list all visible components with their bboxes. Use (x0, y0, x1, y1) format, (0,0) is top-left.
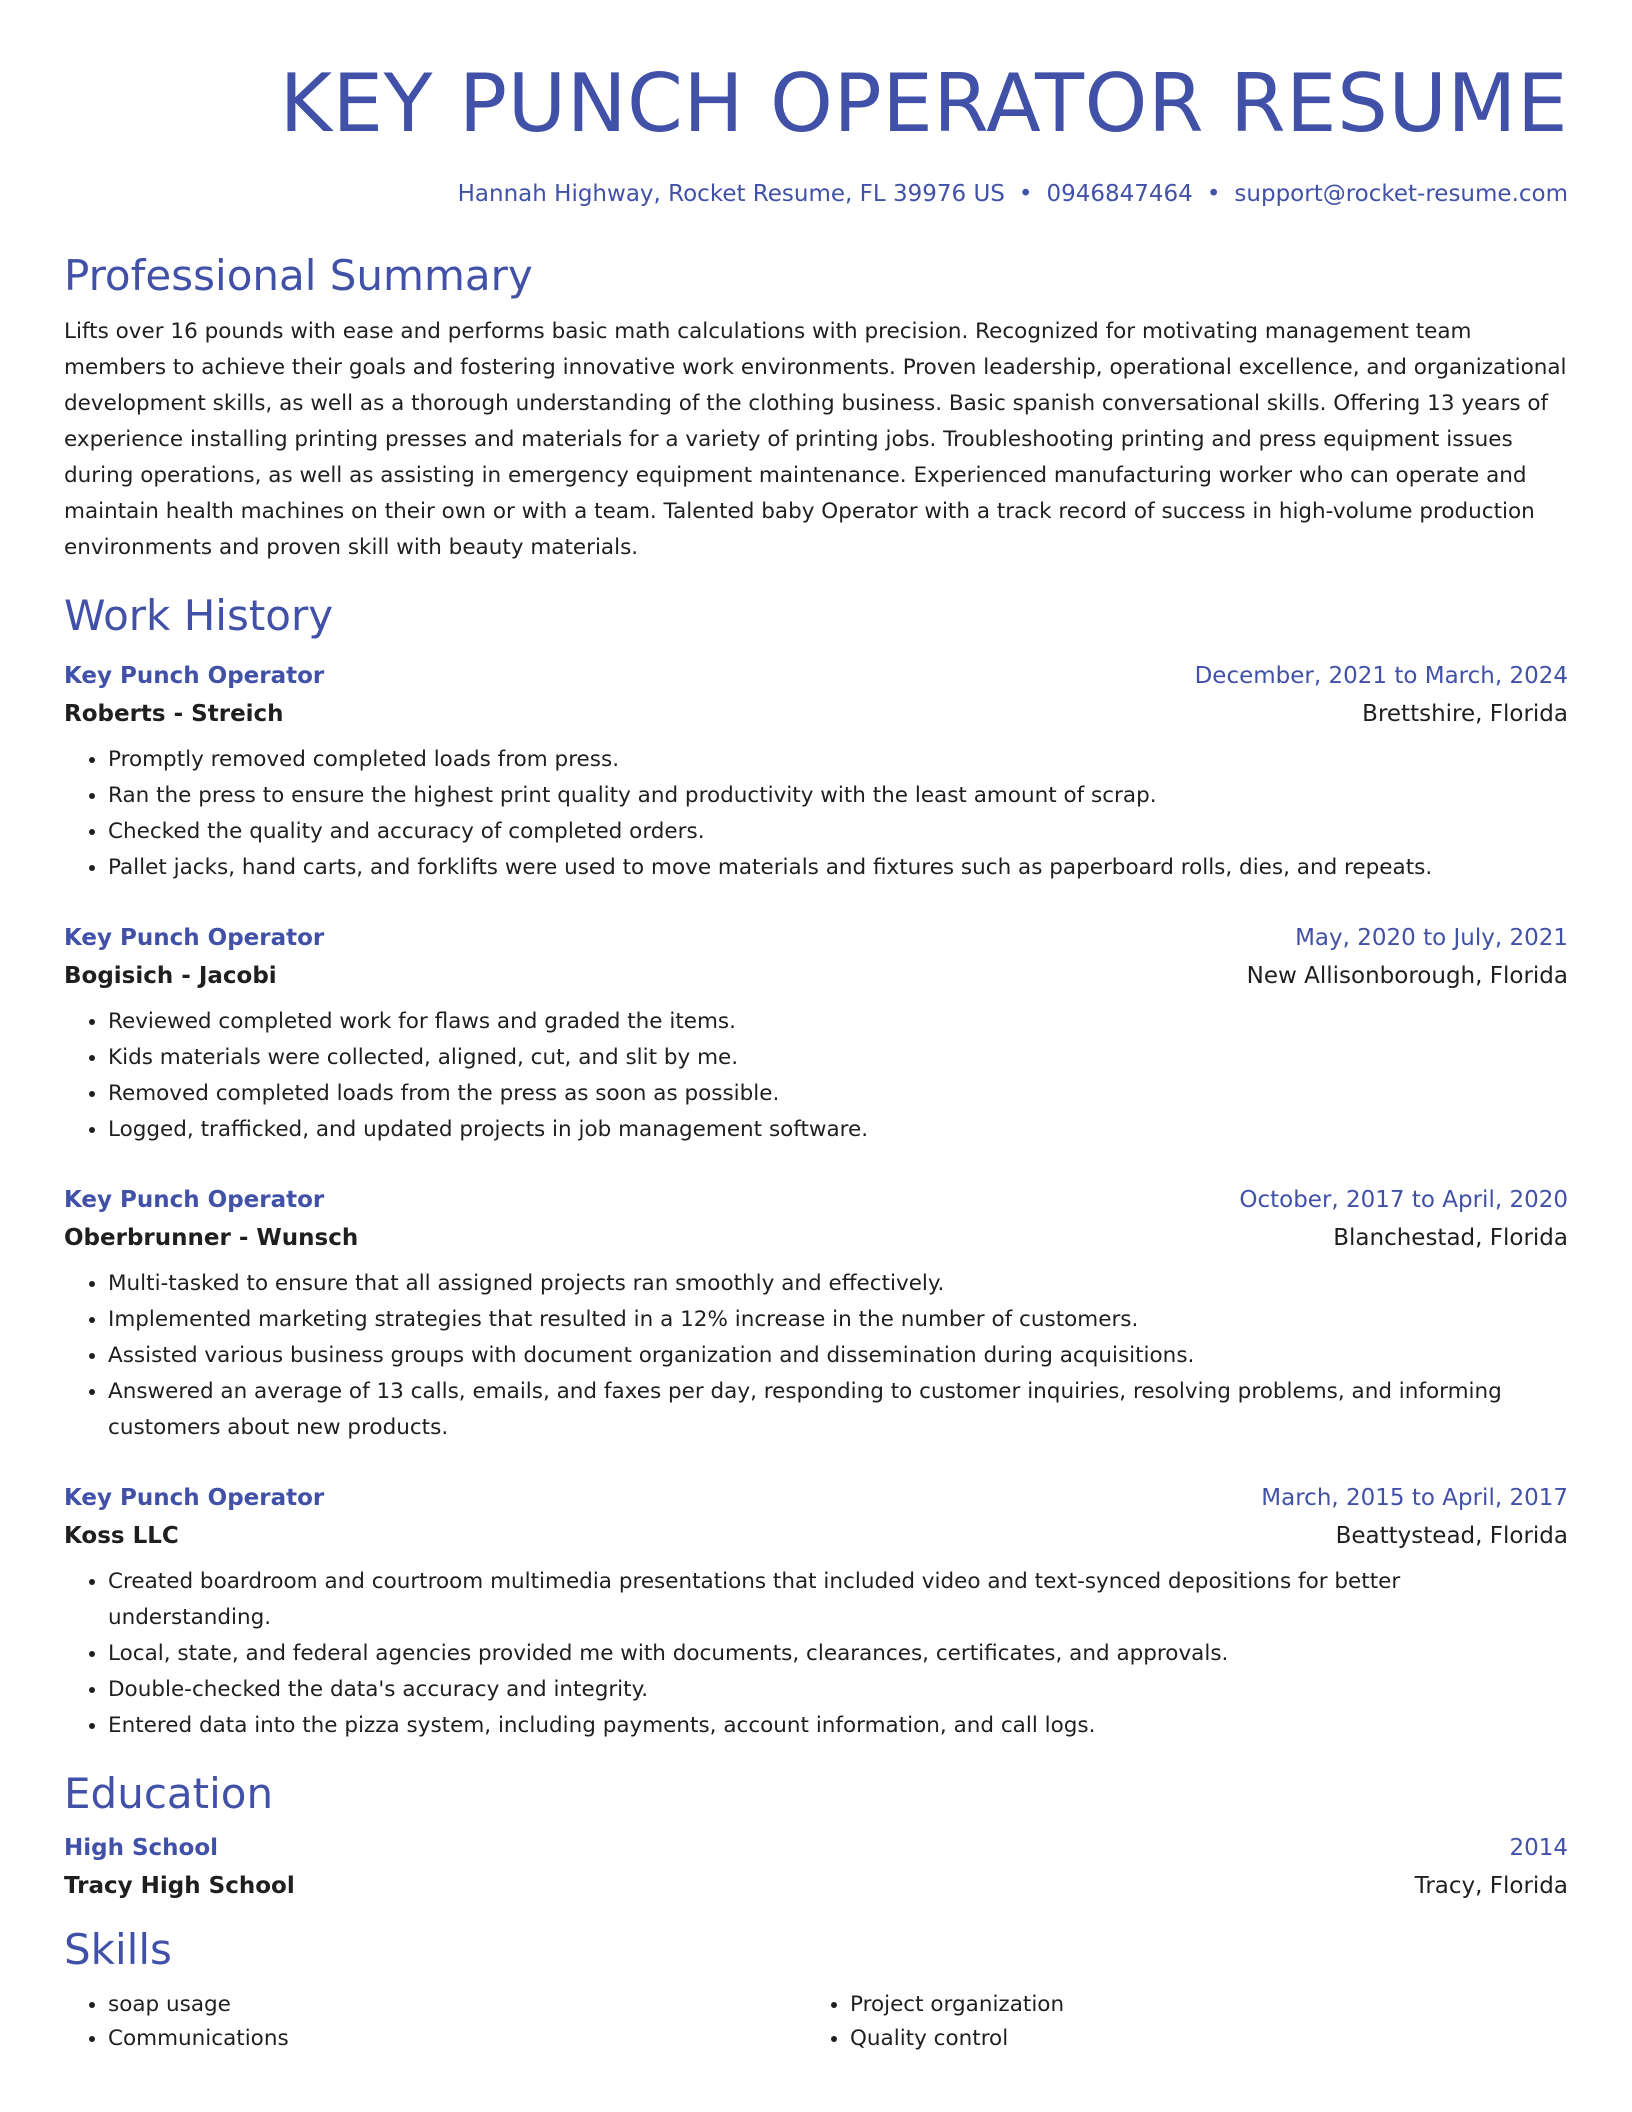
job-company: Roberts - Streich (64, 701, 284, 727)
job-dates: March, 2015 to April, 2017 (1261, 1485, 1568, 1511)
job-bullet: • Double-checked the data's accuracy and integrity. (108, 1672, 1568, 1708)
job-location: Brettshire, Florida (1362, 701, 1568, 727)
job-location: Blanchestad, Florida (1333, 1225, 1568, 1251)
skills-heading: Skills (64, 1925, 172, 1974)
skill-item: • soap usage (108, 1988, 806, 2022)
job-company: Bogisich - Jacobi (64, 963, 277, 989)
education-heading: Education (64, 1769, 274, 1818)
job-bullets (64, 1004, 1568, 1148)
contact-separator: • (1206, 181, 1221, 207)
summary-text: Lifts over 16 pounds with ease and performs basic math calculations with precision. Recognized for motivating management team members to achieve their goals and fostering innovative work environments. Proven leadership, operational excellence, and organizational development skills, as well as a thorough understanding of the clothing business. Basic spanish conversational skills. Offering 13 years of experience installing printing presses and materials for a variety of printing jobs. Troubleshooting printing and press equipment issues during operations, as well as assisting in emergency equipment maintenance. Experienced manufacturing worker who can operate and maintain health machines on their own or with a team. Talented baby Operator with a track record of success in high-volume production environments and proven skill with beauty materials. (64, 319, 1567, 560)
job-bullet: • Entered data into the pizza system, including payments, account information, and call logs. (108, 1708, 1568, 1744)
job-dates: December, 2021 to March, 2024 (1194, 663, 1568, 689)
job-title: Key Punch Operator (64, 663, 325, 689)
summary-heading: Professional Summary (64, 251, 533, 300)
job-bullet: • Created boardroom and courtroom multimedia presentations that included video and text-synced depositions for better understanding. (108, 1564, 1568, 1636)
education-location: Tracy, Florida (1414, 1873, 1568, 1899)
job-entry (64, 1480, 1568, 1744)
work-history-heading: Work History (64, 591, 334, 640)
skill-item: • Quality control (850, 2022, 1548, 2056)
job-dates: October, 2017 to April, 2020 (1239, 1187, 1568, 1213)
education-degree: High School (64, 1835, 219, 1861)
job-bullets (64, 1266, 1568, 1446)
contact-line (64, 178, 1568, 210)
job-bullet: • Pallet jacks, hand carts, and forklifts were used to move materials and fixtures such as paperboard rolls, dies, and repeats. (108, 850, 1568, 886)
job-location: Beattystead, Florida (1335, 1523, 1568, 1549)
job-dates: May, 2020 to July, 2021 (1295, 925, 1568, 951)
job-entry (64, 920, 1568, 1148)
job-bullet: • Multi-tasked to ensure that all assigned projects ran smoothly and effectively. (108, 1266, 1568, 1302)
job-title: Key Punch Operator (64, 925, 325, 951)
contact-separator: • (1018, 181, 1033, 207)
contact-phone: 0946847464 (1046, 181, 1193, 207)
job-bullets (64, 742, 1568, 886)
skills-column-right (806, 1988, 1548, 2056)
job-bullet: • Reviewed completed work for flaws and graded the items. (108, 1004, 1568, 1040)
job-bullet: • Answered an average of 13 calls, emails, and faxes per day, responding to customer inquiries, resolving problems, and informing customers about new products. (108, 1374, 1568, 1446)
job-company: Oberbrunner - Wunsch (64, 1225, 359, 1251)
resume-title: KEY PUNCH OPERATOR RESUME (279, 57, 1568, 150)
job-bullet: • Logged, trafficked, and updated projects in job management software. (108, 1112, 1568, 1148)
job-bullet: • Removed completed loads from the press as soon as possible. (108, 1076, 1568, 1112)
job-entry (64, 658, 1568, 886)
job-bullet: • Implemented marketing strategies that resulted in a 12% increase in the number of customers. (108, 1302, 1568, 1338)
job-location: New Allisonborough, Florida (1246, 963, 1568, 989)
job-bullet: • Ran the press to ensure the highest print quality and productivity with the least amount of scrap. (108, 778, 1568, 814)
education-year: 2014 (1509, 1835, 1568, 1861)
job-bullet: • Local, state, and federal agencies provided me with documents, clearances, certificates, and approvals. (108, 1636, 1568, 1672)
job-bullet: • Assisted various business groups with document organization and dissemination during acquisitions. (108, 1338, 1568, 1374)
job-bullet: • Kids materials were collected, aligned, cut, and slit by me. (108, 1040, 1568, 1076)
contact-address: Hannah Highway, Rocket Resume, FL 39976 US (457, 181, 1005, 207)
job-bullet: • Promptly removed completed loads from press. (108, 742, 1568, 778)
job-entry (64, 1182, 1568, 1446)
skills-section (64, 1922, 1568, 2056)
job-title: Key Punch Operator (64, 1485, 325, 1511)
skill-item: • Communications (108, 2022, 806, 2056)
summary-section (64, 248, 1568, 566)
job-bullet: • Checked the quality and accuracy of completed orders. (108, 814, 1568, 850)
job-company: Koss LLC (64, 1523, 179, 1549)
work-history-section (64, 588, 1568, 1744)
skills-grid (64, 1988, 1568, 2056)
education-section (64, 1766, 1568, 1906)
education-school: Tracy High School (64, 1873, 295, 1899)
skill-item: • Project organization (850, 1988, 1548, 2022)
skills-column-left (64, 1988, 806, 2056)
contact-email: support@rocket-resume.com (1234, 181, 1568, 207)
job-bullets (64, 1564, 1568, 1744)
job-title: Key Punch Operator (64, 1187, 325, 1213)
